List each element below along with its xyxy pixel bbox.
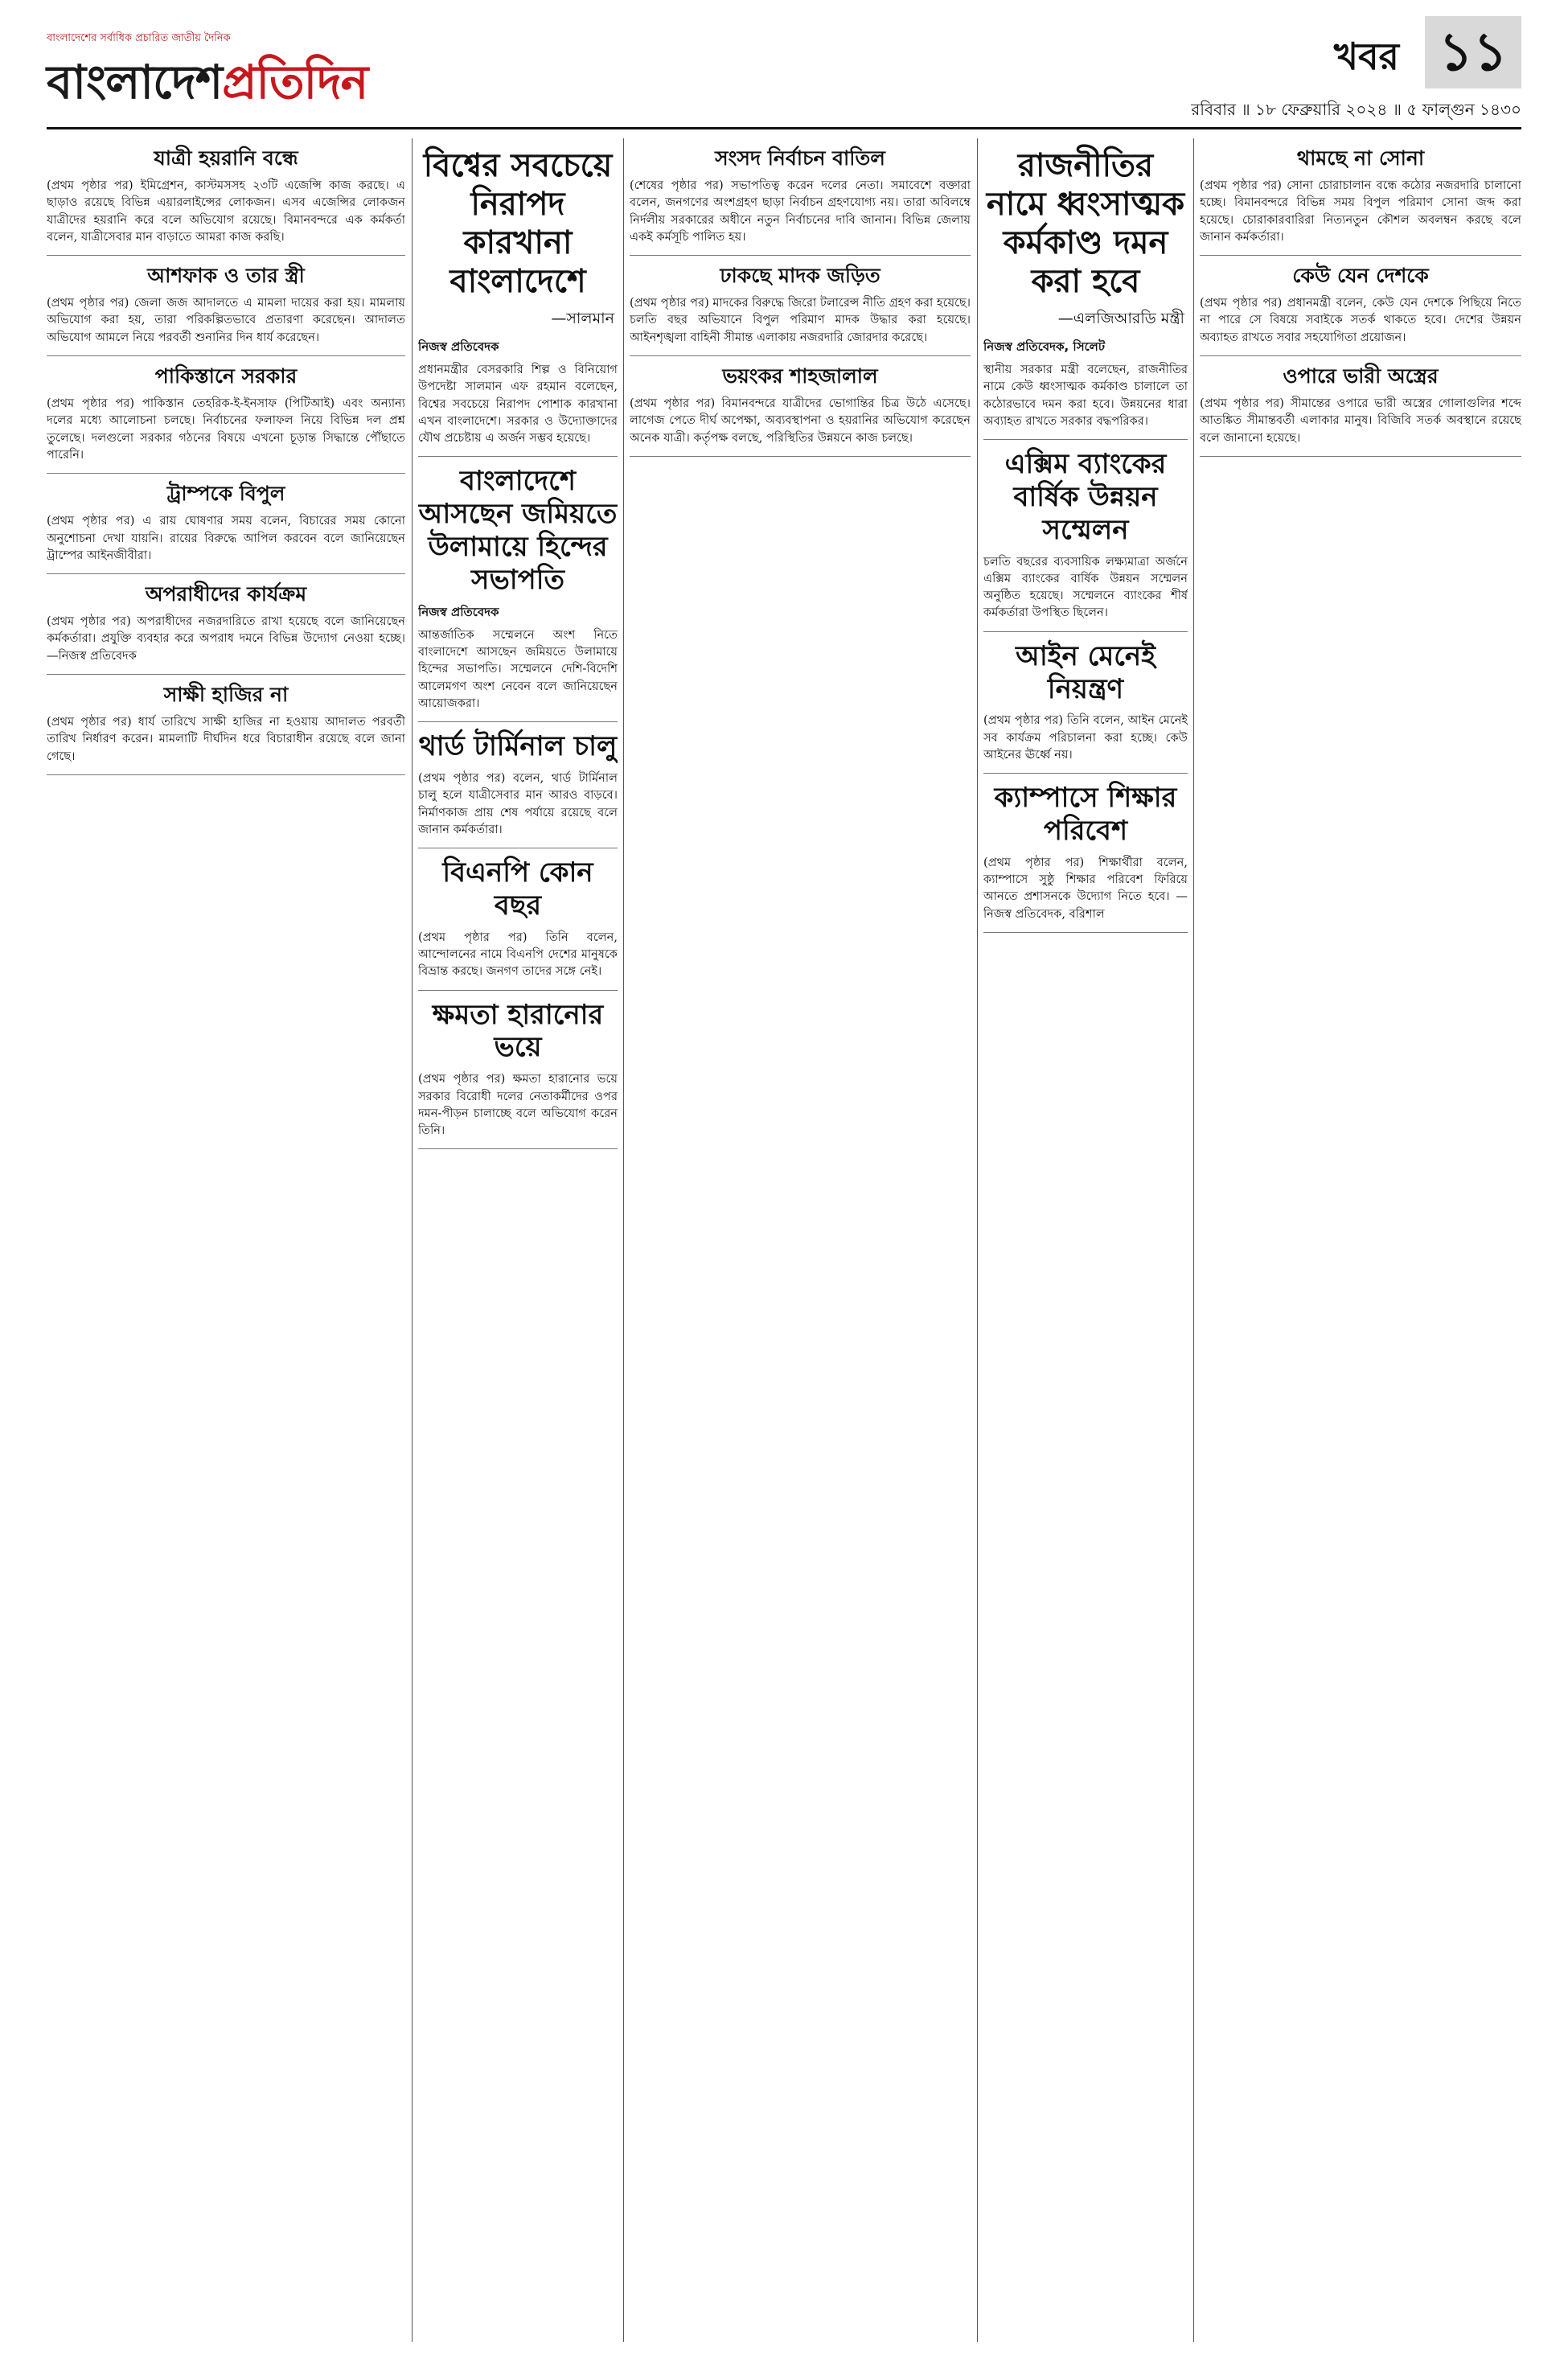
logo-word-black: বাংলাদেশ (47, 55, 223, 109)
column-divider (977, 138, 978, 2342)
story-headline[interactable]: থামছে না সোনা (1296, 146, 1425, 170)
story-headline[interactable]: রাজনীতির নামে ধ্বংসাত্মক কর্মকাণ্ড দমন করা হবে (986, 147, 1185, 300)
story-headline[interactable]: যাত্রী হয়রানি বন্ধে (154, 146, 298, 170)
news-story (418, 856, 618, 990)
column-2 (418, 138, 618, 2342)
story-headline[interactable]: বিশ্বের সবচেয়ে নিরাপদ কারখানা বাংলাদেশে (423, 147, 613, 300)
newspaper-logo (47, 47, 367, 125)
column-divider (1193, 138, 1194, 2342)
story-headline[interactable]: পাকিস্তানে সরকার (154, 364, 298, 388)
column-divider (412, 138, 413, 2342)
story-body: (প্রথম পৃষ্ঠার পর) প্রধানমন্ত্রী বলেন, কেউ যেন দেশকে পিছিয়ে নিতে না পারে সে বিষয়ে সবাইকে সতর্ক থাকতে হবে। দেশের উন্নয়ন অব্যাহত রাখতে সবার সহযোগিতা প্রয়োজন। (1200, 296, 1521, 344)
story-headline[interactable]: বাংলাদেশে আসছেন জমিয়তে উলামায়ে হিন্দের সভাপতি (418, 465, 618, 596)
news-story (630, 264, 971, 356)
masthead-rule (47, 127, 1521, 129)
news-story (1200, 364, 1521, 457)
news-story (983, 640, 1188, 774)
column-divider (623, 138, 624, 2342)
story-byline: নিজস্ব প্রতিবেদক (418, 339, 499, 354)
story-headline[interactable]: বিএনপি কোন বছর (442, 856, 593, 922)
news-story (418, 146, 618, 457)
column-4 (983, 138, 1188, 2342)
story-headline[interactable]: আশফাক ও তার স্ত্রী (147, 264, 305, 288)
news-story (418, 465, 618, 722)
logo-word-red: প্রতিদিন (222, 55, 368, 109)
story-body: (প্রথম পৃষ্ঠার পর) তিনি বলেন, আন্দোলনের নামে বিএনপি দেশের মানুষকে বিভ্রান্ত করছে। জনগণ তাদের সঙ্গে নেই। (418, 930, 618, 979)
story-body: (প্রথম পৃষ্ঠার পর) পাকিস্তান তেহরিক-ই-ইনসাফ (পিটিআই) এবং অন্যান্য দলের মধ্যে আলোচনা চলছে। নির্বাচনের ফলাফল নিয়ে বিভিন্ন দল প্রশ্ন তুলেছে। দলগুলো সরকার গঠনের বিষয়ে এখনো চূড়ান্ত সিদ্ধান্তে পৌঁছাতে পারেনি। (47, 396, 405, 462)
masthead (0, 0, 1568, 137)
story-headline[interactable]: ভয়ংকর শাহজালাল (722, 364, 878, 388)
story-headline[interactable]: অপরাধীদের কার্যক্রম (145, 582, 307, 606)
story-body: (প্রথম পৃষ্ঠার পর) অপরাধীদের নজরদারিতে রাখা হয়েছে বলে জানিয়েছেন কর্মকর্তারা। প্রযুক্তি ব্যবহার করে অপরাধ দমনে বিভিন্ন উদ্যোগ নেওয়া হচ্ছে। —নিজস্ব প্রতিবেদক (47, 614, 405, 663)
news-story (418, 730, 618, 848)
story-quote-author: —সালমান (551, 310, 614, 327)
column-3 (630, 138, 971, 2342)
story-body: (শেষের পৃষ্ঠার পর) সভাপতিত্ব করেন দলের নেতা। সমাবেশে বক্তারা বলেন, জনগণের অংশগ্রহণ ছাড়া নির্বাচন গ্রহণযোগ্য নয়। তারা অবিলম্বে নির্দলীয় সরকারের অধীনে নতুন নির্বাচনের দাবি জানান। বিভিন্ন জেলায় একই কর্মসূচি পালিত হয়। (630, 179, 971, 244)
story-headline[interactable]: ক্যাম্পাসে শিক্ষার পরিবেশ (994, 782, 1177, 848)
news-story (47, 582, 405, 675)
story-headline[interactable]: থার্ড টার্মিনাল চালু (418, 730, 618, 763)
news-story (418, 999, 618, 1150)
story-body: (প্রথম পৃষ্ঠার পর) মাদকের বিরুদ্ধে জিরো টলারেন্স নীতি গ্রহণ করা হয়েছে। চলতি বছর অভিযানে বিপুল পরিমাণ মাদক উদ্ধার করা হয়েছে। আইনশৃঙ্খলা বাহিনী সীমান্ত এলাকায় নজরদারি জোরদার করেছে। (630, 296, 971, 344)
story-headline[interactable]: কেউ যেন দেশকে (1292, 264, 1429, 288)
story-body: (প্রথম পৃষ্ঠার পর) তিনি বলেন, আইন মেনেই সব কার্যক্রম পরিচালনা করা হচ্ছে। কেউ আইনের ঊর্ধ্বে নয়। (983, 713, 1188, 762)
story-byline: নিজস্ব প্রতিবেদক (418, 604, 499, 619)
news-story (983, 146, 1188, 440)
story-body: স্থানীয় সরকার মন্ত্রী বলেছেন, রাজনীতির নামে কেউ ধ্বংসাত্মক কর্মকাণ্ড চালালে তা কঠোরভাবে দমন করা হবে। উন্নয়নের ধারা অব্যাহত রাখতে সরকার বদ্ধপরিকর। (983, 363, 1188, 428)
story-body: (প্রথম পৃষ্ঠার পর) জেলা জজ আদালতে এ মামলা দায়ের করা হয়। মামলায় অভিযোগ করা হয়, তারা পরিকল্পিতভাবে প্রতারণা করেছেন। আদালত অভিযোগ আমলে নিয়ে পরবর্তী শুনানির দিন ধার্য করেছেন। (47, 296, 405, 344)
news-story (630, 146, 971, 256)
news-story (983, 448, 1188, 632)
news-story (983, 782, 1188, 933)
section-title: খবর (1333, 35, 1399, 78)
newspaper-tagline: বাংলাদেশের সর্বাধিক প্রচারিত জাতীয় দৈনিক (47, 32, 231, 44)
story-body: (প্রথম পৃষ্ঠার পর) ক্ষমতা হারানোর ভয়ে সরকার বিরোধী দলের নেতাকর্মীদের ওপর দমন-পীড়ন চালাচ্ছে বলে অভিযোগ করেন তিনি। (418, 1072, 618, 1138)
story-quote-author: —এলজিআরডি মন্ত্রী (1057, 310, 1184, 327)
story-headline[interactable]: এক্সিম ব্যাংকের বার্ষিক উন্নয়ন সম্মেলন (1004, 448, 1167, 546)
news-story (1200, 146, 1521, 256)
story-body: (প্রথম পৃষ্ঠার পর) ধার্য তারিখে সাক্ষী হাজির না হওয়ায় আদালত পরবর্তী তারিখ নির্ধারণ করেন। মামলাটি দীর্ঘদিন ধরে বিচারাধীন রয়েছে বলে জানা গেছে। (47, 715, 405, 763)
story-body: (প্রথম পৃষ্ঠার পর) বলেন, থার্ড টার্মিনাল চালু হলে যাত্রীসেবার মান আরও বাড়বে। নির্মাণকাজ প্রায় শেষ পর্যায়ে রয়েছে বলে জানান কর্মকর্তারা। (418, 770, 618, 836)
story-body: (প্রথম পৃষ্ঠার পর) শিক্ষার্থীরা বলেন, ক্যাম্পাসে সুষ্ঠু শিক্ষার পরিবেশ ফিরিয়ে আনতে প্রশাসনকে উদ্যোগ নিতে হবে। —নিজস্ব প্রতিবেদক, বরিশাল (983, 855, 1188, 921)
story-body: চলতি বছরের ব্যবসায়িক লক্ষ্যমাত্রা অর্জনে এক্সিম ব্যাংকের বার্ষিক উন্নয়ন সম্মেলন অনুষ্ঠিত হয়েছে। সম্মেলনে ব্যাংকের শীর্ষ কর্মকর্তারা উপস্থিত ছিলেন। (983, 554, 1188, 620)
story-body: প্রধানমন্ত্রীর বেসরকারি শিল্প ও বিনিয়োগ উপদেষ্টা সালমান এফ রহমান বলেছেন, বিশ্বের সবচেয়ে নিরাপদ পোশাক কারখানা এখন বাংলাদেশে। সরকার ও উদ্যোক্তাদের যৌথ প্রচেষ্টায় এ অর্জন সম্ভব হয়েছে। (418, 363, 618, 446)
story-headline[interactable]: ওপারে ভারী অস্ত্রের (1283, 364, 1439, 388)
news-story (1200, 264, 1521, 356)
story-body: (প্রথম পৃষ্ঠার পর) ইমিগ্রেশন, কাস্টমসসহ ২৩টি এজেন্সি কাজ করছে। এ ছাড়াও রয়েছে বিভিন্ন এয়ারলাইন্সের লোকজন। এসব এজেন্সির লোকজন যাত্রীদের হয়রানি করে বলে অভিযোগ রয়েছে। বিমানবন্দরে এক কর্মকর্তা বলেন, যাত্রীসেবার মান বাড়াতে আমরা কাজ করছি। (47, 179, 405, 244)
column-1 (47, 138, 405, 2342)
story-headline[interactable]: সংসদ নির্বাচন বাতিল (715, 146, 885, 170)
page-number: ১১ (1425, 16, 1521, 88)
news-story (47, 146, 405, 256)
story-body: (প্রথম পৃষ্ঠার পর) সোনা চোরাচালান বন্ধে কঠোর নজরদারি চালানো হচ্ছে। বিমানবন্দরে বিভিন্ন সময় বিপুল পরিমাণ সোনা জব্দ করা হয়েছে। চোরাকারবারিরা নিত্যনতুন কৌশল অবলম্বন করছে বলে জানান কর্মকর্তারা। (1200, 179, 1521, 244)
news-story (630, 364, 971, 457)
story-byline: নিজস্ব প্রতিবেদক, সিলেট (983, 339, 1106, 354)
news-story (47, 364, 405, 474)
story-body: আন্তর্জাতিক সম্মেলনে অংশ নিতে বাংলাদেশে আসছেন জমিয়তে উলামায়ে হিন্দের সভাপতি। সম্মেলনে দেশি-বিদেশি আলেমগণ অংশ নেবেন বলে জানিয়েছেন আয়োজকরা। (418, 627, 618, 710)
issue-date: রবিবার ॥ ১৮ ফেব্রুয়ারি ২০২৪ ॥ ৫ ফাল্গুন ১৪৩০ (1191, 100, 1521, 119)
story-body: (প্রথম পৃষ্ঠার পর) বিমানবন্দরে যাত্রীদের ভোগান্তির চিত্র উঠে এসেছে। লাগেজ পেতে দীর্ঘ অপেক্ষা, অব্যবস্থাপনা ও হয়রানির অভিযোগ করেছেন অনেক যাত্রী। কর্তৃপক্ষ বলছে, পরিস্থিতির উন্নয়নে কাজ চলছে। (630, 396, 971, 445)
story-headline[interactable]: সাক্ষী হাজির না (163, 683, 289, 707)
column-5 (1200, 138, 1521, 2342)
story-headline[interactable]: আইন মেনেই নিয়ন্ত্রণ (1016, 639, 1155, 705)
news-story (47, 264, 405, 356)
story-headline[interactable]: ক্ষমতা হারানোর ভয়ে (432, 998, 604, 1064)
story-headline[interactable]: ট্রাম্পকে বিপুল (166, 482, 285, 506)
story-headline[interactable]: ঢাকছে মাদক জড়িত (720, 264, 880, 288)
news-story (47, 482, 405, 574)
story-body: (প্রথম পৃষ্ঠার পর) এ রায় ঘোষণার সময় বলেন, বিচারের সময় কোনো অনুশোচনা দেখা যায়নি। রায়ের বিরুদ্ধে আপিল করবেন বলে জানিয়েছেন ট্রাম্পের আইনজীবীরা। (47, 514, 405, 562)
story-body: (প্রথম পৃষ্ঠার পর) সীমান্তের ওপারে ভারী অস্ত্রের গোলাগুলির শব্দে আতঙ্কিত সীমান্তবর্তী এলাকার মানুষ। বিজিবি সতর্ক অবস্থানে রয়েছে বলে জানানো হয়েছে। (1200, 396, 1521, 445)
news-story (47, 683, 405, 775)
